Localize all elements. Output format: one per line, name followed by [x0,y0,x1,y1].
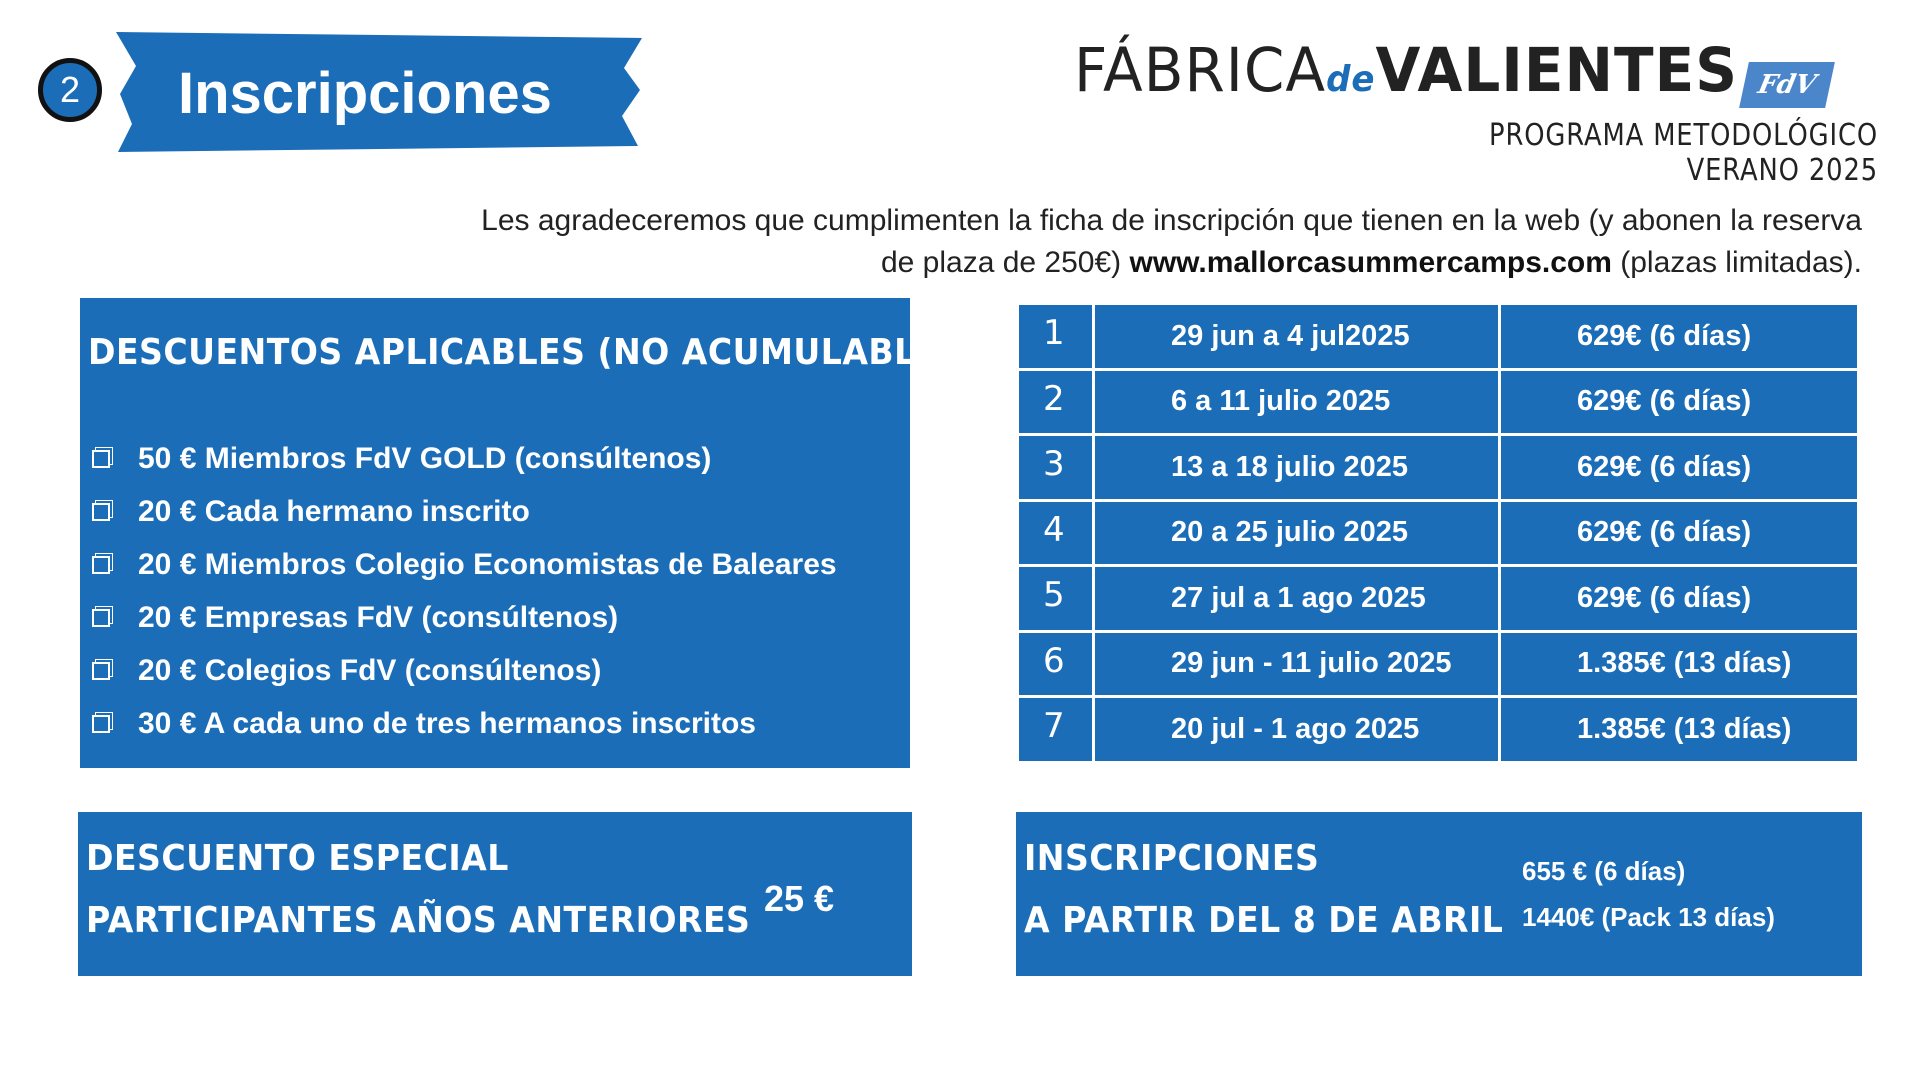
discount-item [88,697,837,750]
special-discount-subtitle: PARTICIPANTES AÑOS ANTERIORES [86,900,751,941]
intro-text [462,200,1862,284]
session-price: 629€ (6 días) [1500,435,1859,501]
discount-item-label: 20 € Empresas FdV (consúltenos) [138,600,619,634]
discount-item-label: 20 € Colegios FdV (consúltenos) [138,653,602,687]
discount-item [88,538,837,591]
discount-item [88,591,837,644]
discounts-title: DESCUENTOS APLICABLES (NO ACUMULABLES) [88,332,979,373]
session-number: 1 [1018,304,1094,370]
website-link[interactable]: www.mallorcasummercamps.com [1129,246,1612,279]
session-dates: 13 a 18 julio 2025 [1094,435,1500,501]
table-row [1018,500,1859,566]
discount-item-label: 20 € Miembros Colegio Economistas de Baleares [138,547,837,581]
session-number: 7 [1018,697,1094,763]
brand-badge: FdV [1739,62,1835,108]
session-price: 1.385€ (13 días) [1500,697,1859,763]
special-discount-amount: 25 € [764,878,835,919]
table-row [1018,369,1859,435]
session-price: 629€ (6 días) [1500,566,1859,632]
table-row [1018,697,1859,763]
discount-item-label: 50 € Miembros FdV GOLD (consúltenos) [138,441,712,475]
checkbox-icon [92,609,110,627]
brand-name-part3: VALIENTES [1375,34,1738,106]
session-dates: 29 jun a 4 jul2025 [1094,304,1500,370]
discount-item-label: 20 € Cada hermano inscrito [138,494,530,528]
intro-text-after: (plazas limitadas). [1611,246,1862,279]
section-number-badge [38,58,102,122]
session-dates: 6 a 11 julio 2025 [1094,369,1500,435]
discount-item [88,432,837,485]
brand-name-part1: FÁBRICA [1074,34,1327,106]
discounts-panel [80,298,979,768]
enrollment-panel [1016,812,1862,976]
session-dates: 27 jul a 1 ago 2025 [1094,566,1500,632]
table-row [1018,435,1859,501]
session-price: 629€ (6 días) [1500,304,1859,370]
table-row [1018,304,1859,370]
special-discount-panel [78,812,912,976]
session-number: 4 [1018,500,1094,566]
brand-name-part2: de [1326,58,1376,101]
enrollment-price-13-days: 1440€ (Pack 13 días) [1522,902,1775,932]
session-number: 6 [1018,631,1094,697]
checkbox-icon [92,503,110,521]
section-number: 2 [59,69,81,110]
enrollment-title: INSCRIPCIONES [1024,838,1320,879]
session-price: 629€ (6 días) [1500,369,1859,435]
discounts-list [88,432,837,750]
page-title: Inscripciones [178,61,552,126]
session-number: 5 [1018,566,1094,632]
checkbox-icon [92,450,110,468]
session-dates: 20 jul - 1 ago 2025 [1094,697,1500,763]
enrollment-date: A PARTIR DEL 8 DE ABRIL [1024,900,1504,941]
table-row [1018,631,1859,697]
discount-item [88,644,837,697]
title-banner [110,28,650,156]
checkbox-icon [92,556,110,574]
session-price: 629€ (6 días) [1500,500,1859,566]
brand-subtitle: PROGRAMA METODOLÓGICO VERANO 2025 [1489,118,1878,188]
table-row [1018,566,1859,632]
session-dates: 20 a 25 julio 2025 [1094,500,1500,566]
special-discount-title: DESCUENTO ESPECIAL [86,838,509,879]
checkbox-icon [92,662,110,680]
brand-name [1074,34,1738,105]
session-price: 1.385€ (13 días) [1500,631,1859,697]
session-dates: 29 jun - 11 julio 2025 [1094,631,1500,697]
session-number: 3 [1018,435,1094,501]
intro-text-before: Les agradeceremos que cumplimenten la ficha de inscripción que tienen en la web (y abonen la reserva de plaza de 250€) [481,204,1862,279]
session-number: 2 [1018,369,1094,435]
sessions-table [1016,302,1860,764]
brand-logo [1074,22,1878,188]
checkbox-icon [92,715,110,733]
enrollment-price-6-days: 655 € (6 días) [1522,856,1686,886]
discount-item [88,485,837,538]
discount-item-label: 30 € A cada uno de tres hermanos inscritos [138,706,756,740]
